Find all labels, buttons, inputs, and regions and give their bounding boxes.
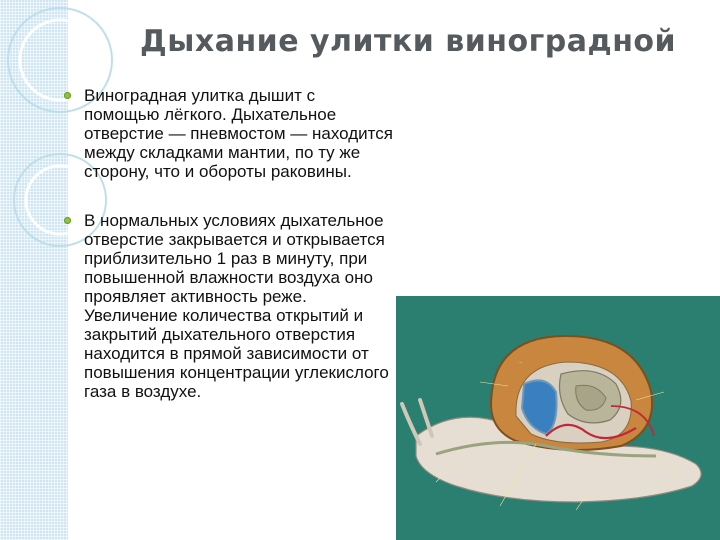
slide-title: Дыхание улитки виноградной — [140, 24, 677, 59]
bullet-item — [64, 86, 394, 181]
bullet-dot-icon — [64, 92, 71, 99]
figure-label: ··· — [518, 360, 523, 366]
snail-anatomy-illustration — [396, 296, 720, 540]
bullet-dot-icon — [64, 217, 71, 224]
bullet-item — [64, 211, 394, 401]
bullet-text: В нормальных условиях дыхательное отверстие закрывается и открывается приблизительно 1 раз в минуту, при повышенной влажности воздуха оно проявляет активность реже. Увеличение количества открытий и закрытий дыхательного отверстия находится в прямой зависимости от повышения концентрации углекислого газа в воздухе. — [84, 211, 389, 401]
bullet-list — [64, 86, 394, 401]
bullet-text: Виноградная улитка дышит с помощью лёгкого. Дыхательное отверстие — пневмостом — находится между складками мантии, по ту же сторону, что и обороты раковины. — [84, 86, 393, 181]
